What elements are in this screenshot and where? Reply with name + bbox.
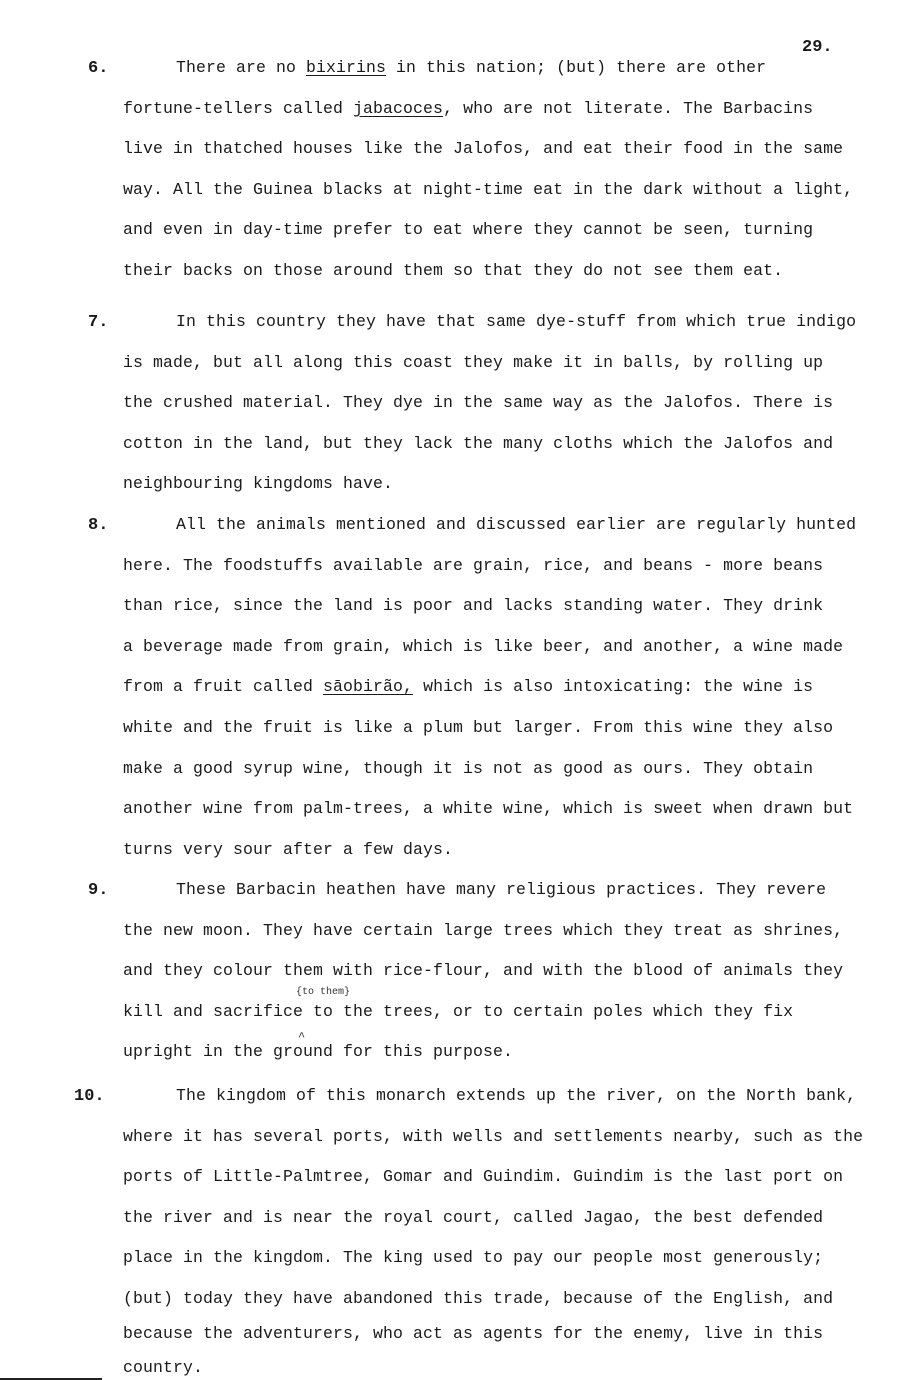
text-run: white and the fruit is like a plum but larger. From this wine they also bbox=[123, 718, 834, 737]
text-line bbox=[123, 434, 833, 453]
handwritten-insert: {to them} bbox=[296, 987, 351, 998]
text-line bbox=[123, 1289, 833, 1308]
text-line bbox=[123, 840, 453, 859]
text-run: There are no bbox=[176, 58, 307, 77]
text-line bbox=[123, 180, 853, 199]
text-run: live in thatched houses like the Jalofos, and eat their food in the same bbox=[123, 139, 844, 159]
text-line bbox=[123, 1127, 863, 1146]
text-run: , who are not literate. The Barbacins bbox=[443, 98, 814, 118]
text-line bbox=[123, 556, 823, 575]
text-run: turns very sour after a few days. bbox=[123, 839, 454, 859]
text-line bbox=[123, 637, 843, 656]
text-run: These Barbacin heathen have many religious practices. They revere bbox=[176, 880, 827, 899]
text-run: The kingdom of this monarch extends up the river, on the North bank, bbox=[176, 1086, 857, 1105]
text-run: than rice, since the land is poor and lacks standing water. They drink bbox=[123, 596, 824, 616]
paragraph-number: 8. bbox=[88, 516, 109, 535]
text-run: the crushed material. They dye in the same way as the Jalofos. There is bbox=[123, 393, 834, 413]
text-run: which is also intoxicating: the wine is bbox=[413, 677, 814, 697]
insertion-caret: ^ bbox=[298, 1030, 306, 1044]
text-line bbox=[123, 1002, 793, 1021]
text-line bbox=[123, 99, 813, 118]
text-line bbox=[123, 677, 813, 696]
text-run: ports of Little-Palmtree, Gomar and Guindim. Guindim is the last port on bbox=[123, 1167, 844, 1187]
text-line bbox=[176, 515, 856, 534]
text-line bbox=[176, 312, 856, 331]
text-line bbox=[123, 474, 393, 493]
text-run: cotton in the land, but they lack the many cloths which the Jalofos and bbox=[123, 433, 834, 453]
text-run: here. The foodstuffs available are grain, rice, and beans - more beans bbox=[123, 555, 824, 575]
text-run: another wine from palm-trees, a white wine, which is sweet when drawn but bbox=[123, 799, 854, 819]
paragraph-number: 9. bbox=[88, 881, 109, 900]
text-run: the river and is near the royal court, called Jagao, the best defended bbox=[123, 1207, 824, 1227]
text-run: and even in day-time prefer to eat where they cannot be seen, turning bbox=[123, 220, 814, 240]
text-run: upright in the ground for this purpose. bbox=[123, 1042, 514, 1062]
text-run: where it has several ports, with wells and settlements nearby, such as the bbox=[123, 1126, 864, 1146]
text-line bbox=[123, 799, 853, 818]
text-run: because the adventurers, who act as agents for the enemy, live in this bbox=[123, 1323, 824, 1343]
text-line bbox=[123, 393, 833, 412]
text-run: and they colour them with rice-flour, and with the blood of animals they bbox=[123, 961, 844, 981]
underlined-term: jabacoces bbox=[353, 98, 444, 118]
text-run: kill and sacrifice to the trees, or to certain poles which they fix bbox=[123, 1001, 794, 1021]
text-line bbox=[123, 1358, 203, 1377]
text-line bbox=[123, 1208, 823, 1227]
text-run: a beverage made from grain, which is like beer, and another, a wine made bbox=[123, 636, 844, 656]
text-run: from a fruit called bbox=[123, 677, 324, 697]
text-line bbox=[123, 718, 833, 737]
text-run: the new moon. They have certain large trees which they treat as shrines, bbox=[123, 920, 844, 940]
text-line bbox=[123, 139, 843, 158]
text-line bbox=[123, 596, 823, 615]
text-line bbox=[123, 1042, 513, 1061]
text-line bbox=[176, 58, 766, 77]
text-run: way. All the Guinea blacks at night-time eat in the dark without a light, bbox=[123, 179, 854, 199]
text-line bbox=[176, 1086, 856, 1105]
text-run: their backs on those around them so that they do not see them eat. bbox=[123, 261, 784, 280]
text-line bbox=[176, 880, 826, 899]
text-run: make a good syrup wine, though it is not as good as ours. They obtain bbox=[123, 758, 814, 778]
text-line bbox=[123, 961, 843, 980]
text-run: neighbouring kingdoms have. bbox=[123, 474, 394, 494]
underlined-term: sāobirão, bbox=[323, 677, 414, 697]
underlined-term: bixirins bbox=[306, 58, 387, 77]
text-line bbox=[123, 220, 813, 239]
text-run: country. bbox=[123, 1358, 204, 1378]
text-line bbox=[123, 759, 813, 778]
text-run: All the animals mentioned and discussed earlier are regularly hunted bbox=[176, 515, 857, 534]
text-run: fortune-tellers called bbox=[123, 98, 354, 118]
text-run: is made, but all along this coast they make it in balls, by rolling up bbox=[123, 352, 824, 372]
text-run: in this nation; (but) there are other bbox=[386, 58, 767, 77]
text-run: place in the kingdom. The king used to pay our people most generously; bbox=[123, 1248, 824, 1268]
paragraph-number: 6. bbox=[88, 59, 109, 78]
paragraph-number: 10. bbox=[74, 1087, 105, 1106]
text-line bbox=[123, 921, 843, 940]
text-line bbox=[123, 353, 823, 372]
text-run: In this country they have that same dye-stuff from which true indigo bbox=[176, 312, 857, 331]
paragraph-number: 7. bbox=[88, 313, 109, 332]
text-run: (but) today they have abandoned this trade, because of the English, and bbox=[123, 1289, 834, 1308]
text-line bbox=[123, 1324, 823, 1343]
text-line bbox=[123, 1248, 823, 1267]
page-number: 29. bbox=[802, 38, 833, 57]
text-line bbox=[123, 1167, 843, 1186]
text-line bbox=[123, 261, 783, 280]
